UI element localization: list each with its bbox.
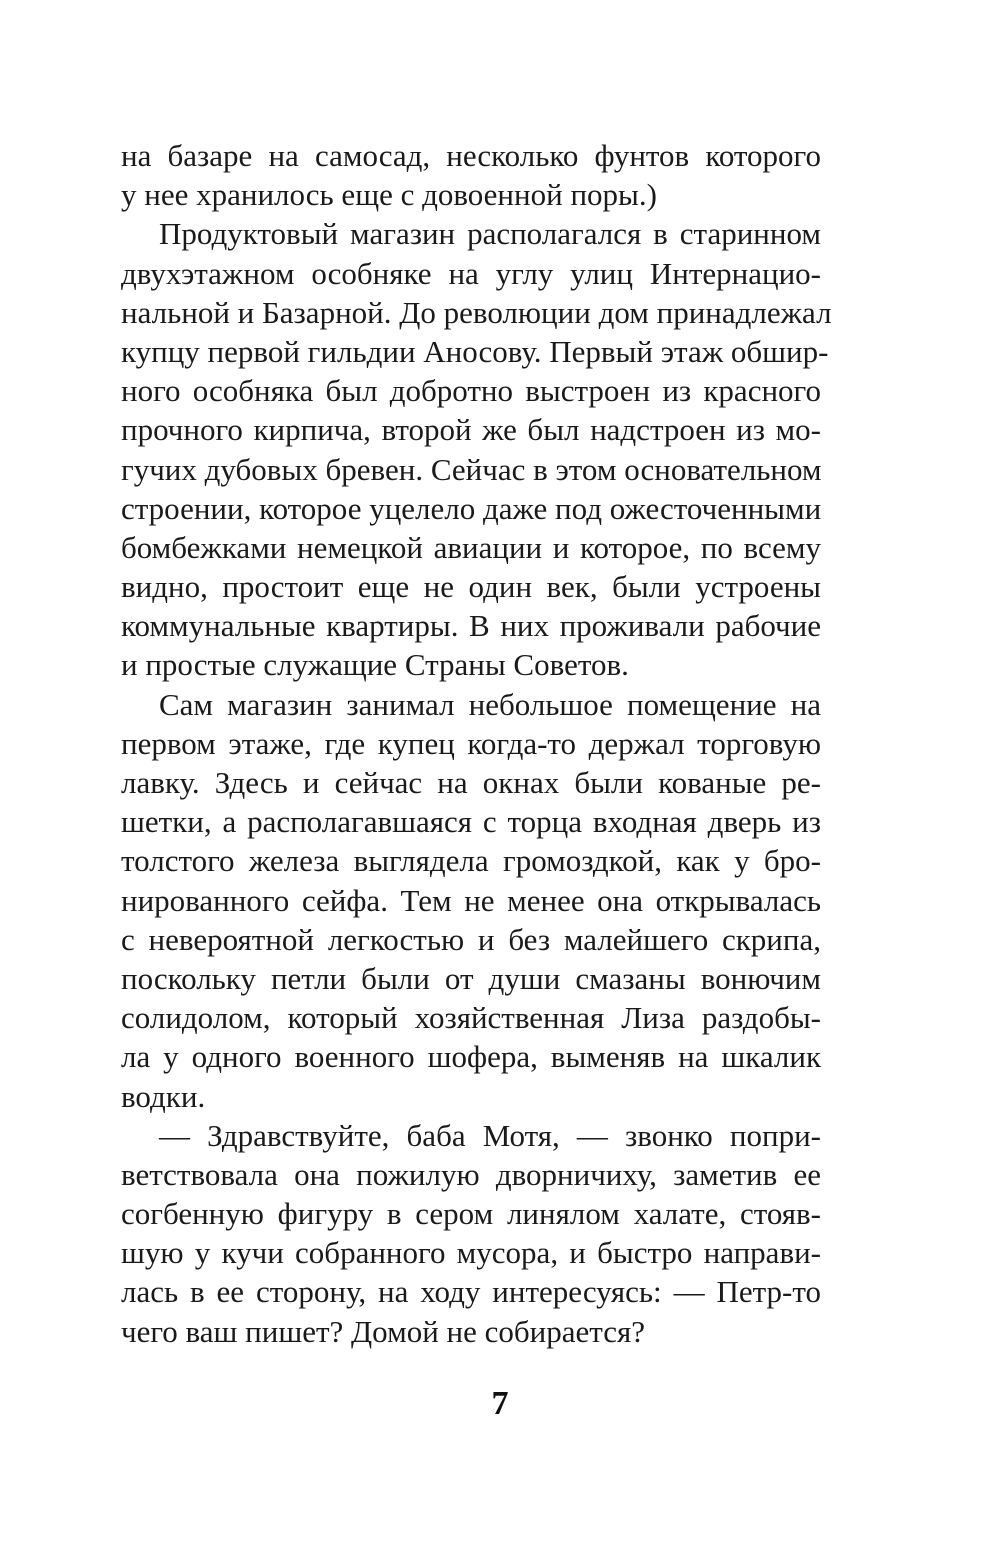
text-line: шую у кучи собранного мусора, и быстро направи- [121,1235,821,1271]
text-line: нальной и Базарной. До революции дом принадлежал [121,294,832,330]
paragraph [121,136,821,214]
paragraph [121,685,821,1116]
text-line: купцу первой гильдии Аносову. Первый этаж обшир- [121,333,829,369]
page-number: 7 [491,1385,509,1422]
text-line: согбенную фигуру в сером линялом халате, стояв- [121,1196,821,1232]
text-line: бомбежками немецкой авиации и которое, по всему [121,529,821,565]
text-line: с невероятной легкостью и без малейшего скрипа, [121,921,821,957]
text-line: ного особняка был добротно выстроен из красного [121,373,821,409]
text-line: поскольку петли были от души смазаны вонючим [121,960,821,996]
text-line: солидолом, который хозяйственная Лиза раздобы- [121,1000,821,1036]
text-line: нированного сейфа. Тем не менее она открывалась [121,882,821,918]
text-line: чего ваш пишет? Домой не собирается? [121,1313,645,1349]
text-line: — Здравствуйте, баба Мотя, — звонко попри- [159,1117,821,1153]
text-line: гучих дубовых бревен. Сейчас в этом основательном [121,451,822,487]
text-line: двухэтажном особняке на углу улиц Интернацио- [121,255,821,291]
text-line: на базаре на самосад, несколько фунтов которого [121,138,821,173]
text-line: лавку. Здесь и сейчас на окнах были кованые ре- [121,765,821,800]
text-line: толстого железа выглядела громоздкой, как у бро- [121,843,821,879]
text-line: строении, которое уцелело даже под ожесточенными [121,490,822,526]
text-line: ветствовала она пожилую дворничиху, заметив ее [121,1156,821,1192]
text-line: лась в ее сторону, на ходу интересуясь: — Петр-то [121,1274,821,1310]
text-line: ла у одного военного шофера, выменяв на шкалик [121,1039,821,1075]
text-line: и простые служащие Страны Советов. [121,647,629,683]
text-line: Продуктовый магазин располагался в старинном [159,216,821,252]
body-text [121,136,832,1351]
text-line: у нее хранилось еще с довоенной поры.) [121,177,657,213]
text-line: шетки, а располагавшаяся с торца входная дверь из [121,804,821,840]
text-line: первом этаже, где купец когда-то держал торговую [121,725,821,761]
text-line: видно, простоит еще не один век, были устроены [121,569,821,605]
text-line: прочного кирпича, второй же был надстроен из мо- [121,412,821,448]
paragraph [121,1116,821,1351]
text-line: коммунальные квартиры. В них проживали рабочие [121,608,821,644]
paragraph [121,214,832,684]
text-line: Сам магазин занимал небольшое помещение на [159,686,821,722]
text-line: водки. [121,1078,206,1114]
